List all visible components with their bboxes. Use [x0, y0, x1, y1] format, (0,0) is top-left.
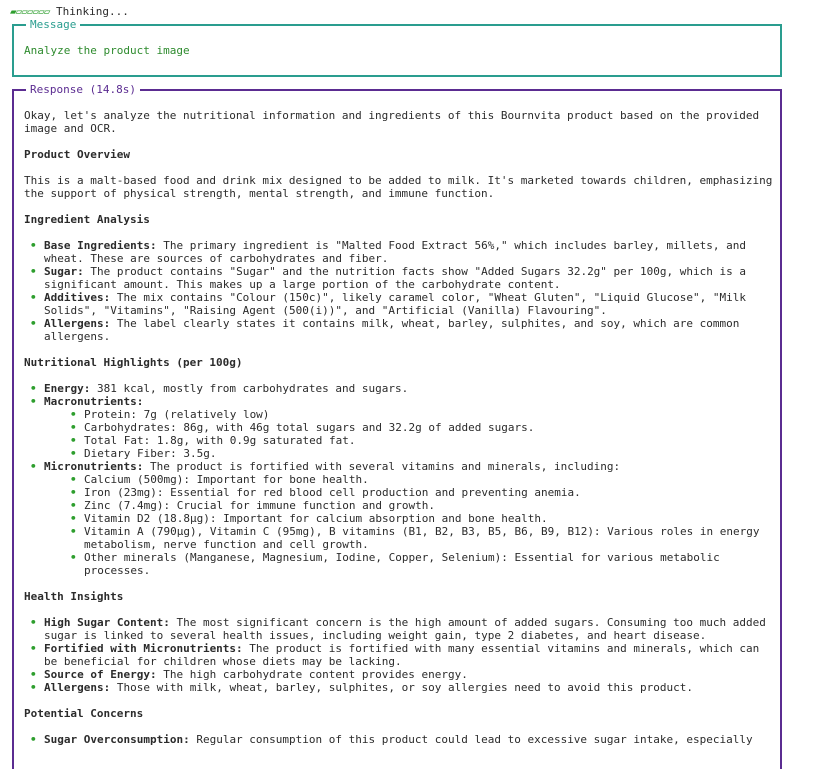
item-text: The primary ingredient is "Malted Food Extract 56%," which includes barley, millets, and wheat. These are sources of carbohydrates and fiber.: [44, 239, 747, 265]
list-item: • Zinc (7.4mg): Crucial for immune function and growth.: [64, 499, 776, 512]
item-label: Allergens:: [44, 317, 111, 330]
response-title: Response (14.8s): [26, 83, 140, 96]
item-text: The label clearly states it contains milk, wheat, barley, sulphites, and soy, which are common allergens.: [44, 317, 740, 343]
micros-list: [44, 473, 776, 577]
spinner-icon: ▰▱▱▱▱▱▱: [10, 5, 50, 18]
item-text: Those with milk, wheat, barley, sulphites, or soy allergies need to avoid this product.: [110, 681, 694, 694]
health-heading: Health Insights: [24, 590, 124, 603]
concerns-heading: Potential Concerns: [24, 707, 144, 720]
item-label: Micronutrients:: [44, 460, 144, 473]
list-item: [24, 317, 776, 343]
message-panel: [12, 18, 782, 77]
list-item: [24, 265, 776, 291]
health-list: [24, 616, 776, 694]
item-text: Regular consumption of this product could lead to excessive sugar intake, especially: [189, 733, 753, 746]
nutrition-heading: Nutritional Highlights (per 100g): [24, 356, 243, 369]
ingredient-heading: Ingredient Analysis: [24, 213, 150, 226]
list-item: [24, 668, 776, 681]
list-item: [24, 681, 776, 694]
list-item: • Carbohydrates: 86g, with 46g total sugars and 32.2g of added sugars.: [64, 421, 776, 434]
overview-heading: Product Overview: [24, 148, 130, 161]
list-item: [24, 291, 776, 317]
list-item: • Iron (23mg): Essential for red blood cell production and preventing anemia.: [64, 486, 776, 499]
list-item: • Vitamin A (790µg), Vitamin C (95mg), B vitamins (B1, B2, B3, B5, B6, B9, B12): Various roles in energy metabolism, nerve function and cell growth.: [64, 525, 776, 551]
list-item: • Vitamin D2 (18.8µg): Important for calcium absorption and bone health.: [64, 512, 776, 525]
nutrition-list: [24, 382, 776, 577]
item-label: Macronutrients:: [44, 395, 144, 408]
concerns-list: [24, 733, 776, 746]
item-text: The product is fortified with several vitamins and minerals, including:: [143, 460, 621, 473]
overview-text: This is a malt-based food and drink mix designed to be added to milk. It's marketed towards children, emphasizing the support of physical strength, mental strength, and immune function.: [24, 174, 773, 200]
ingredient-list: [24, 239, 776, 343]
status-text: Thinking...: [55, 5, 129, 18]
item-label: Base Ingredients:: [44, 239, 157, 252]
item-text: The mix contains "Colour (150c)", likely caramel color, "Wheat Gluten", "Liquid Glucose", "Milk Solids", "Vitamins", "Raising Agent (500(i))", and "Artificial (Vanilla) Flavouring".: [44, 291, 746, 317]
item-text: The most significant concern is the high amount of added sugars. Consuming too much added sugar is linked to several health issues, including weight gain, type 2 diabetes, and heart disease.: [44, 616, 766, 642]
list-item: • Other minerals (Manganese, Magnesium, Iodine, Copper, Selenium): Essential for various metabolic processes.: [64, 551, 776, 577]
list-item: [24, 733, 776, 746]
list-item: [24, 395, 776, 460]
message-text: Analyze the product image: [24, 44, 190, 57]
item-label: Sugar Overconsumption:: [44, 733, 190, 746]
response-content: [24, 109, 776, 759]
item-text: The product is fortified with many essential vitamins and minerals, which can be beneficial for children whose diets may be lacking.: [44, 642, 760, 668]
message-title: Message: [26, 18, 80, 31]
intro-text: Okay, let's analyze the nutritional information and ingredients of this Bournvita product based on the provided image and OCR.: [24, 109, 760, 135]
list-item: [24, 460, 776, 577]
item-text: The product contains "Sugar" and the nutrition facts show "Added Sugars 32.2g" per 100g, which is a significant amount. This makes up a large portion of the carbohydrate content.: [44, 265, 747, 291]
list-item: [24, 382, 776, 395]
item-text: The high carbohydrate content provides energy.: [156, 668, 468, 681]
item-label: Energy:: [44, 382, 91, 395]
item-text: 381 kcal, mostly from carbohydrates and sugars.: [90, 382, 409, 395]
item-label: Source of Energy:: [44, 668, 157, 681]
list-item: • Dietary Fiber: 3.5g.: [64, 447, 776, 460]
item-label: High Sugar Content:: [44, 616, 170, 629]
item-label: Fortified with Micronutrients:: [44, 642, 243, 655]
list-item: • Calcium (500mg): Important for bone health.: [64, 473, 776, 486]
response-panel: [12, 83, 782, 769]
list-item: • Protein: 7g (relatively low): [64, 408, 776, 421]
status-line: [10, 5, 129, 18]
macros-list: [44, 408, 776, 460]
item-label: Additives:: [44, 291, 111, 304]
list-item: [24, 642, 776, 668]
list-item: [24, 616, 776, 642]
list-item: [24, 239, 776, 265]
item-label: Sugar:: [44, 265, 84, 278]
item-label: Allergens:: [44, 681, 111, 694]
list-item: • Total Fat: 1.8g, with 0.9g saturated fat.: [64, 434, 776, 447]
